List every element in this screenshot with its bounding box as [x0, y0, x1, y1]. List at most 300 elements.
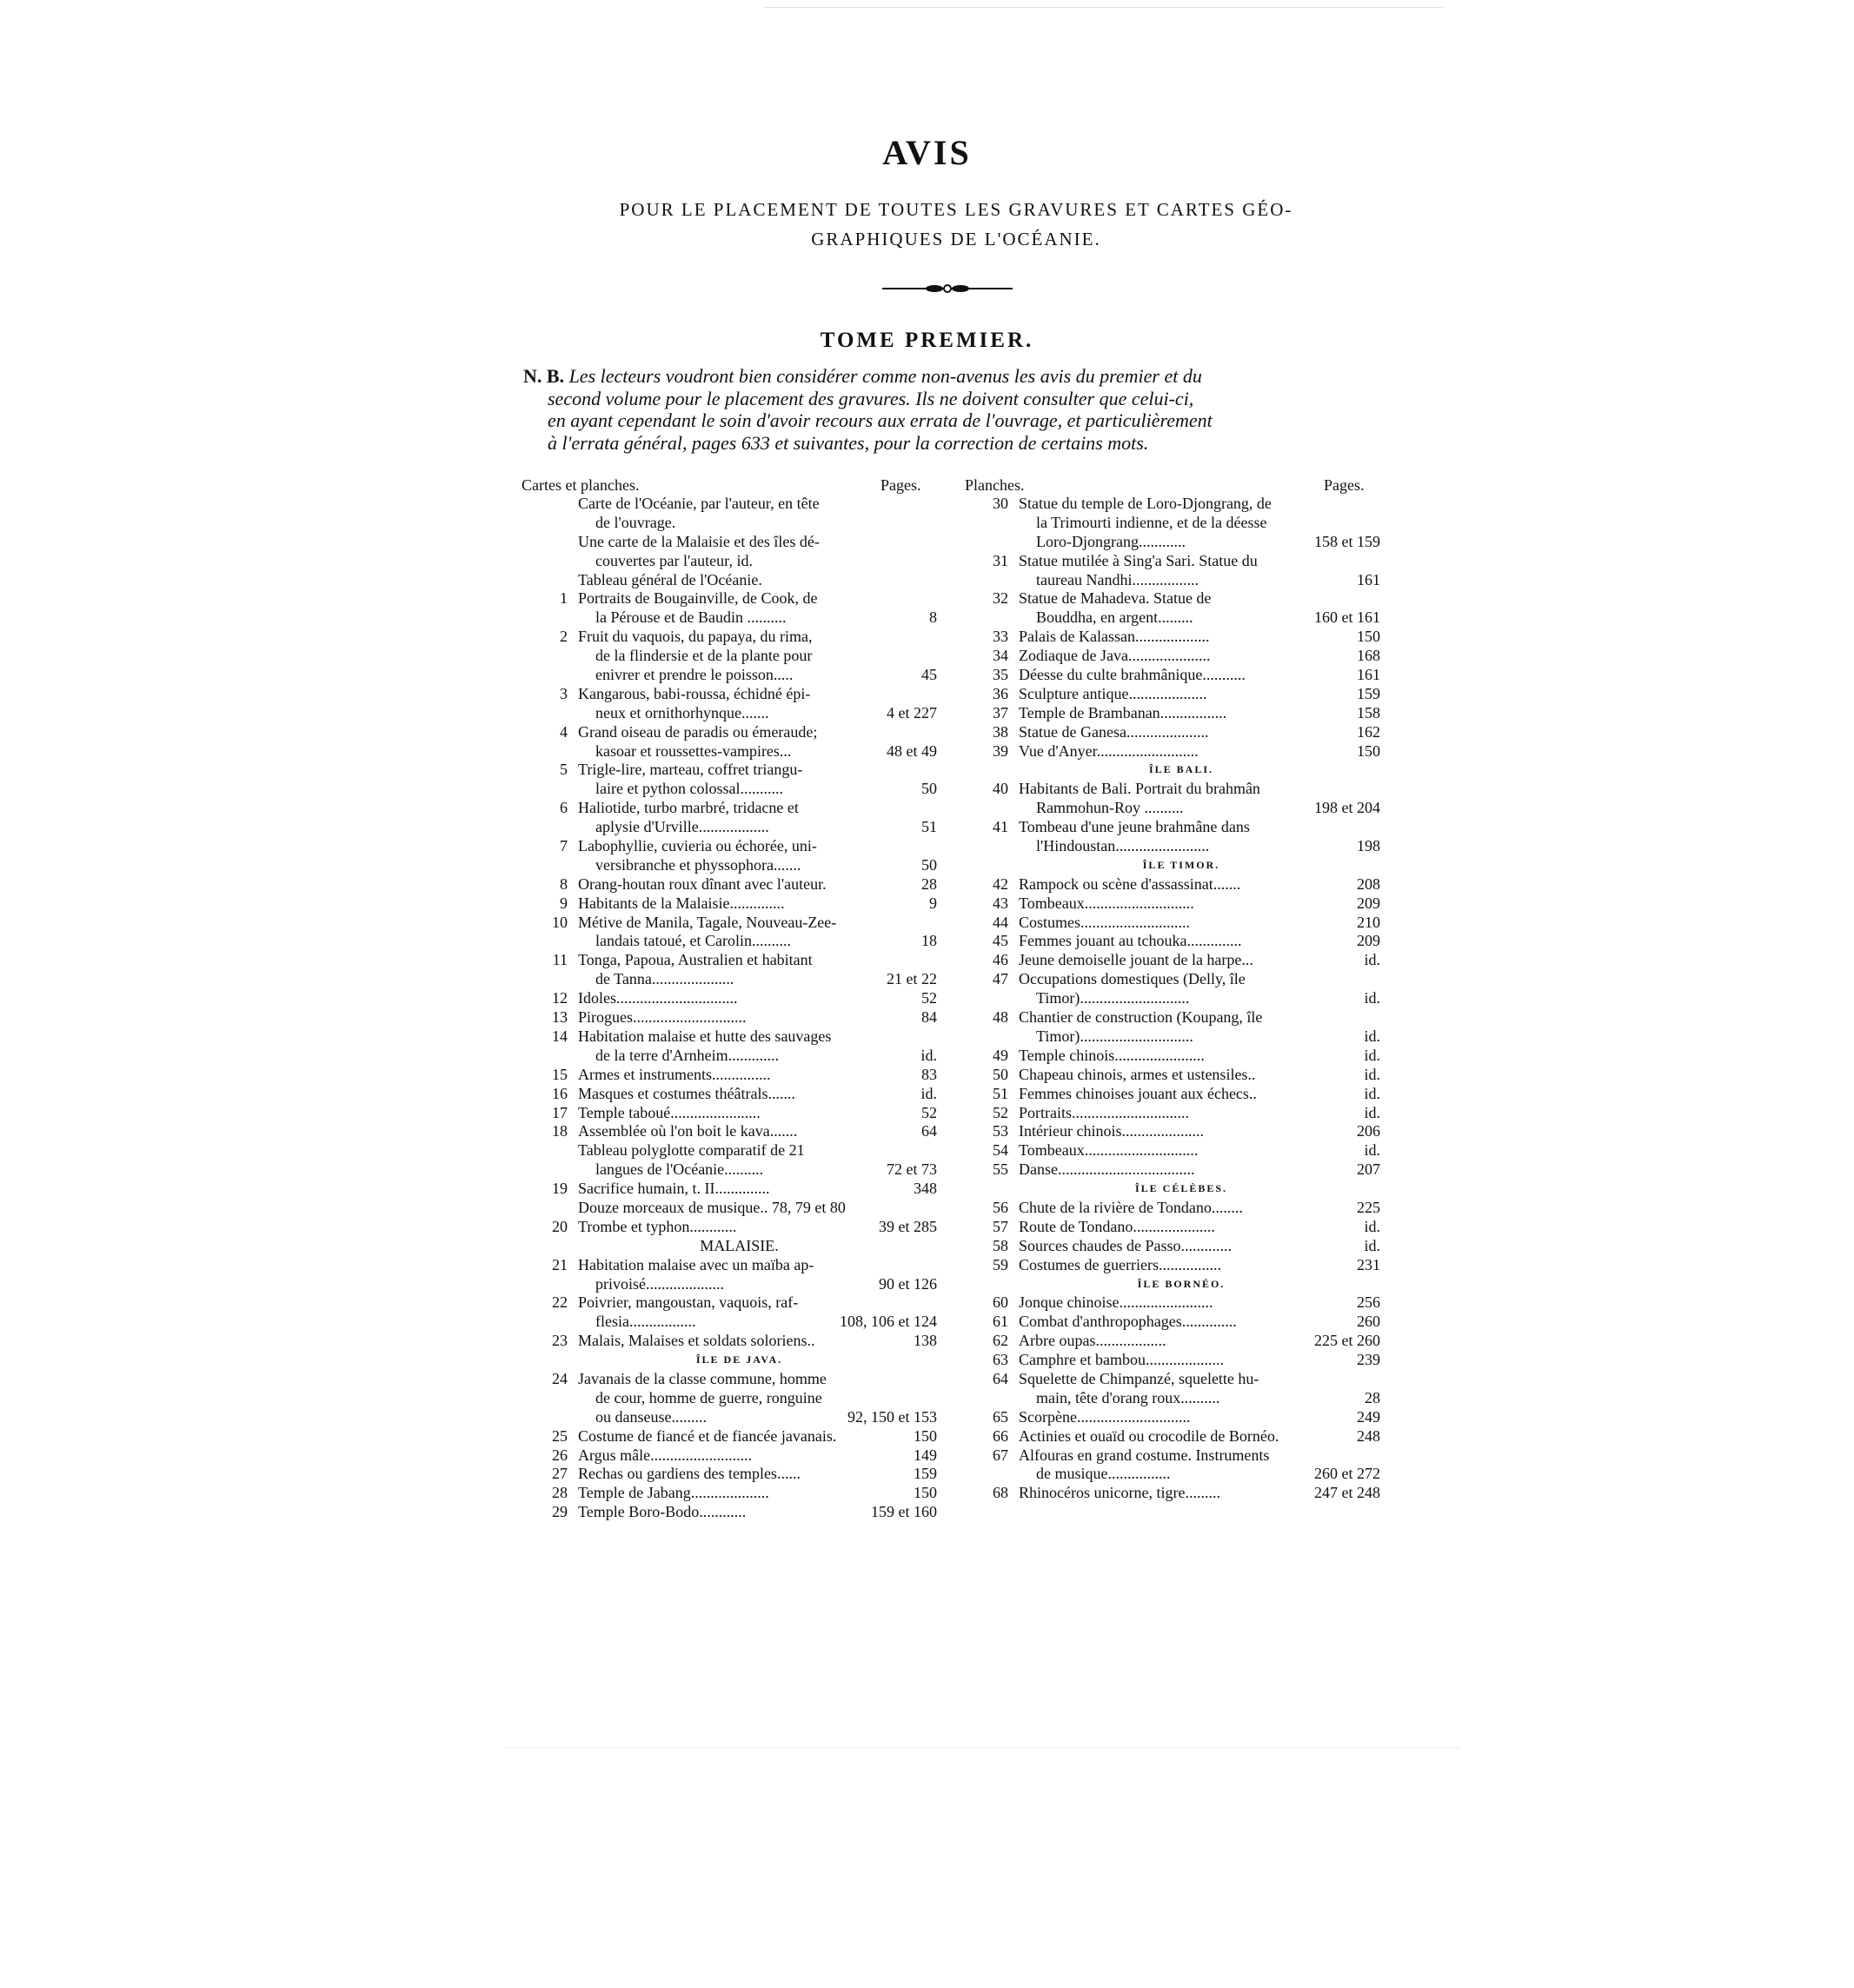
section-heading: [982, 1180, 1380, 1199]
plate-number: 12: [552, 989, 568, 1007]
index-entry: [982, 1465, 1380, 1484]
page-reference: 247 et 248: [1314, 1484, 1380, 1502]
page-reference: 28: [921, 874, 937, 893]
page-reference: 348: [914, 1180, 937, 1198]
index-entry: [542, 1180, 937, 1199]
index-entry: [542, 1484, 937, 1503]
index-entry: [982, 1370, 1380, 1389]
index-entry: [982, 837, 1380, 856]
plate-number: 5: [560, 761, 568, 779]
plate-number: 68: [993, 1484, 1008, 1502]
entry-text: Temple taboué.......................: [578, 1103, 761, 1121]
plate-number: 28: [552, 1484, 568, 1502]
entry-text: neux et ornithorhynque.......: [595, 703, 769, 721]
page-reference: 92, 150 et 153: [847, 1407, 937, 1426]
index-entry: [982, 1047, 1380, 1066]
index-entry: [542, 875, 937, 894]
plate-number: 36: [993, 684, 1008, 702]
entry-text: Chapeau chinois, armes et ustensiles..: [1019, 1065, 1256, 1083]
page-reference: 150: [914, 1426, 937, 1445]
entry-text: Portraits..............................: [1019, 1103, 1189, 1121]
entry-text: couvertes par l'auteur, id.: [595, 551, 753, 569]
entry-text: la Pérouse et de Baudin ..........: [595, 608, 787, 627]
page-reference: 83: [921, 1065, 937, 1083]
index-entry: [542, 552, 937, 571]
page-reference: id.: [1364, 1084, 1380, 1102]
index-entry: [542, 685, 937, 704]
plate-number: 23: [552, 1332, 568, 1350]
right-column-label: Planches.: [965, 476, 1025, 494]
entry-text: Statue de Ganesa.....................: [1019, 722, 1209, 741]
section-heading-text: ÎLE TIMOR.: [1142, 858, 1220, 871]
index-entry: [542, 932, 937, 951]
index-entry: [982, 685, 1380, 704]
plate-number: 10: [552, 913, 568, 931]
index-entry: [982, 628, 1380, 647]
entry-text: Temple de Brambanan.................: [1019, 703, 1227, 721]
entry-text: laire et python colossal...........: [595, 780, 783, 798]
plate-number: 11: [552, 951, 568, 969]
entry-text: Chute de la rivière de Tondano........: [1019, 1198, 1243, 1216]
plate-number: 25: [552, 1426, 568, 1445]
page-reference: 149: [914, 1446, 937, 1464]
page-reference: id.: [1364, 951, 1380, 969]
index-entry: [982, 951, 1380, 970]
page-reference: id.: [1364, 1141, 1380, 1160]
section-heading: [982, 761, 1380, 780]
plate-number: 41: [993, 818, 1008, 836]
entry-text: Femmes chinoises jouant aux échecs..: [1019, 1084, 1257, 1102]
entry-text: taureau Nandhi.................: [1036, 570, 1199, 588]
page-reference: 209: [1357, 894, 1380, 912]
plate-number: 32: [993, 589, 1008, 608]
index-entry: [982, 495, 1380, 514]
page-reference: 198 et 204: [1314, 799, 1380, 817]
entry-text: Malais, Malaises et soldats soloriens..: [578, 1332, 815, 1350]
plate-number: 61: [993, 1313, 1008, 1331]
entry-text: Costume de fiancé et de fiancée javanais.: [578, 1426, 837, 1445]
entry-text: Arbre oupas..................: [1019, 1332, 1166, 1350]
entry-text: de la flindersie et de la plante pour: [595, 647, 813, 665]
index-entry: [982, 1237, 1380, 1256]
index-entry: [982, 989, 1380, 1008]
index-entry: [542, 647, 937, 666]
index-entry: [982, 1389, 1380, 1408]
index-entry: [542, 1218, 937, 1237]
entry-text: privoisé....................: [595, 1274, 724, 1293]
entry-text: Chantier de construction (Koupang, île: [1019, 1008, 1263, 1027]
entry-text: Statue du temple de Loro-Djongrang, de: [1019, 495, 1272, 512]
entry-text: enivrer et prendre le poisson.....: [595, 666, 794, 684]
section-heading-text: ÎLE BORNÉO.: [1137, 1277, 1226, 1290]
entry-text: Sources chaudes de Passo.............: [1019, 1236, 1232, 1254]
plate-number: 46: [993, 951, 1008, 969]
entry-text: flesia.................: [595, 1313, 696, 1331]
index-entry: [982, 970, 1380, 989]
index-entry: [982, 1293, 1380, 1313]
page-reference: 90 et 126: [879, 1274, 937, 1293]
page-reference: 18: [921, 932, 937, 950]
plate-number: 62: [993, 1332, 1008, 1350]
page-reference: 225 et 260: [1314, 1332, 1380, 1350]
entry-text: Squelette de Chimpanzé, squelette hu-: [1019, 1369, 1259, 1387]
section-heading: [542, 1237, 937, 1256]
entry-text: Actinies et ouaïd ou crocodile de Bornéo.: [1019, 1426, 1279, 1445]
plate-number: 7: [560, 837, 568, 855]
entry-text: Tombeaux.............................: [1019, 1141, 1199, 1160]
index-entry: [542, 1446, 937, 1466]
entry-text: Danse...................................: [1019, 1160, 1195, 1179]
plate-number: 14: [552, 1027, 568, 1045]
plate-number: 48: [993, 1008, 1008, 1027]
notice-label: N. B.: [523, 365, 565, 387]
entry-text: Temple chinois.......................: [1019, 1046, 1205, 1064]
entry-text: ou danseuse.........: [595, 1407, 707, 1426]
index-entry: [542, 1465, 937, 1484]
entry-text: de la terre d'Arnheim.............: [595, 1046, 780, 1064]
index-entry: [982, 1085, 1380, 1104]
plate-number: 65: [993, 1407, 1008, 1426]
plate-number: 21: [552, 1255, 568, 1273]
entry-text: Jonque chinoise........................: [1019, 1293, 1213, 1312]
index-entry: [982, 1446, 1380, 1466]
plate-number: 44: [993, 913, 1008, 931]
entry-text: Métive de Manila, Tagale, Nouveau-Zee-: [578, 913, 837, 931]
page-reference: 231: [1357, 1255, 1380, 1273]
page-title: AVIS: [882, 133, 972, 172]
left-column-pages-label: Pages.: [880, 476, 921, 494]
plate-number: 42: [993, 874, 1008, 893]
plate-number: 18: [552, 1122, 568, 1140]
index-entry: [982, 704, 1380, 723]
index-entry: [542, 723, 937, 742]
plate-number: 58: [993, 1236, 1008, 1254]
index-entry: [542, 1008, 937, 1027]
index-entry: [542, 1427, 937, 1446]
plate-number: 49: [993, 1046, 1008, 1064]
page-reference: 159: [1357, 684, 1380, 702]
entry-text: versibranche et physsophora.......: [595, 855, 801, 874]
entry-text: de Tanna.....................: [595, 970, 734, 988]
plate-number: 51: [993, 1084, 1008, 1102]
plate-number: 39: [993, 741, 1008, 760]
entry-text: Timor)............................: [1036, 989, 1190, 1007]
section-heading: [542, 1351, 937, 1370]
entry-text: Habitants de la Malaisie..............: [578, 894, 785, 912]
plate-number: 50: [993, 1065, 1008, 1083]
page-reference: 210: [1357, 913, 1380, 931]
index-entry: [982, 1027, 1380, 1047]
plate-number: 59: [993, 1255, 1008, 1273]
tome-heading: TOME PREMIER.: [820, 329, 1034, 352]
plate-number: 31: [993, 551, 1008, 569]
index-entry: [542, 1408, 937, 1427]
entry-text: de l'ouvrage.: [595, 513, 676, 531]
entry-text: Douze morceaux de musique.. 78, 79 et 80: [578, 1198, 846, 1216]
index-entry: [542, 837, 937, 856]
index-entry: [982, 666, 1380, 685]
entry-text: Habitation malaise et hutte des sauvages: [578, 1027, 832, 1045]
entry-text: Portraits de Bougainville, de Cook, de: [578, 589, 818, 608]
entry-text: Labophyllie, cuvieria ou échorée, uni-: [578, 837, 817, 855]
plate-number: 1: [560, 589, 568, 608]
entry-text: Carte de l'Océanie, par l'auteur, en tête: [578, 495, 820, 512]
index-entry: [982, 1160, 1380, 1180]
index-entry: [982, 1008, 1380, 1027]
entry-text: de cour, homme de guerre, ronguine: [595, 1388, 822, 1406]
index-entry: [542, 1085, 937, 1104]
entry-text: Assemblée où l'on boit le kava.......: [578, 1122, 798, 1140]
page-reference: 161: [1357, 666, 1380, 684]
page-reference: 8: [929, 608, 937, 627]
plate-number: 38: [993, 722, 1008, 741]
page-reference: id.: [1364, 1103, 1380, 1121]
plate-number: 16: [552, 1084, 568, 1102]
index-entry: [982, 932, 1380, 951]
index-entry: [982, 1199, 1380, 1218]
entry-text: Temple Boro-Bodo............: [578, 1503, 747, 1521]
index-entry: [982, 818, 1380, 837]
page-reference: 239: [1357, 1351, 1380, 1369]
plate-number: 4: [560, 722, 568, 741]
plate-number: 33: [993, 628, 1008, 646]
page-reference: id.: [920, 1046, 937, 1064]
section-heading-text: ÎLE DE JAVA.: [695, 1353, 783, 1366]
index-entry: [542, 1313, 937, 1332]
section-heading-text: MALAISIE.: [700, 1236, 779, 1254]
plate-number: 52: [993, 1103, 1008, 1121]
entry-text: Kangarous, babi-roussa, échidné épi-: [578, 684, 811, 702]
index-entry: [982, 723, 1380, 742]
entry-text: Habitants de Bali. Portrait du brahmân: [1019, 780, 1260, 798]
plate-number: 9: [560, 894, 568, 912]
plate-number: 17: [552, 1103, 568, 1121]
entry-text: Tombeau d'une jeune brahmâne dans: [1019, 818, 1250, 836]
entry-text: l'Hindoustan........................: [1036, 837, 1210, 855]
page-reference: 50: [921, 855, 937, 874]
index-entry: [542, 608, 937, 628]
entry-text: Combat d'anthropophages..............: [1019, 1313, 1237, 1331]
entry-text: Femmes jouant au tchouka..............: [1019, 932, 1242, 950]
index-entry: [982, 1427, 1380, 1446]
entry-text: Habitation malaise avec un maïba ap-: [578, 1255, 814, 1273]
ornament-rule-icon: [882, 283, 1013, 295]
page-reference: id.: [1364, 1027, 1380, 1045]
plate-number: 3: [560, 684, 568, 702]
entry-text: main, tête d'orang roux..........: [1036, 1388, 1220, 1406]
entry-text: Zodiaque de Java.....................: [1019, 647, 1211, 665]
page-reference: id.: [920, 1084, 937, 1102]
entry-text: landais tatoué, et Carolin..........: [595, 932, 791, 950]
page-reference: 260 et 272: [1314, 1465, 1380, 1483]
entry-text: Rechas ou gardiens des temples......: [578, 1465, 801, 1483]
entry-text: Déesse du culte brahmânique...........: [1019, 666, 1246, 684]
page-reference: 52: [921, 1103, 937, 1121]
index-entry: [542, 1141, 937, 1160]
index-entry: [982, 533, 1380, 552]
page-reference: 39 et 285: [879, 1217, 937, 1235]
index-entry: [542, 799, 937, 818]
page-reference: 21 et 22: [887, 970, 937, 988]
page-reference: 51: [921, 818, 937, 836]
page-reference: 256: [1357, 1293, 1380, 1312]
right-column-pages-label: Pages.: [1324, 476, 1365, 494]
entry-text: Tombeaux............................: [1019, 894, 1194, 912]
subtitle-line: GRAPHIQUES DE L'OCÉANIE.: [811, 229, 1101, 249]
plate-number: 40: [993, 780, 1008, 798]
entry-text: Temple de Jabang....................: [578, 1484, 769, 1502]
entry-text: Tonga, Papoua, Australien et habitant: [578, 951, 813, 969]
entry-text: Poivrier, mangoustan, vaquois, raf-: [578, 1293, 799, 1312]
index-entry: [542, 666, 937, 685]
page-reference: id.: [1364, 1217, 1380, 1235]
page-reference: 138: [914, 1332, 937, 1350]
page-reference: 158: [1357, 703, 1380, 721]
index-entry: [542, 495, 937, 514]
entry-text: Scorpène.............................: [1019, 1407, 1191, 1426]
entry-text: Rhinocéros unicorne, tigre.........: [1019, 1484, 1220, 1502]
entry-text: Vue d'Anyer..........................: [1019, 741, 1199, 760]
entry-text: de musique................: [1036, 1465, 1171, 1483]
entry-text: Tableau général de l'Océanie.: [578, 570, 762, 588]
notice-text: Les lecteurs voudront bien considérer comme non-avenus les avis du premier et du: [568, 365, 1202, 387]
entry-text: la Trimourti indienne, et de la déesse: [1036, 513, 1267, 531]
entry-text: Rammohun-Roy ..........: [1036, 799, 1184, 817]
entry-text: Sacrifice humain, t. II..............: [578, 1180, 770, 1198]
page-reference: 159 et 160: [871, 1503, 937, 1521]
index-entry: [542, 589, 937, 608]
page-reference: 249: [1357, 1407, 1380, 1426]
plate-number: 26: [552, 1446, 568, 1464]
index-entry: [542, 1256, 937, 1275]
section-heading: [982, 856, 1380, 875]
plate-number: 60: [993, 1293, 1008, 1312]
page-reference: id.: [1364, 989, 1380, 1007]
entry-text: Idoles...............................: [578, 989, 738, 1007]
plate-number: 15: [552, 1065, 568, 1083]
plate-number: 27: [552, 1465, 568, 1483]
page-reference: id.: [1364, 1065, 1380, 1083]
index-entry: [542, 856, 937, 875]
index-entry: [542, 780, 937, 799]
index-entry: [982, 1218, 1380, 1237]
page-reference: 159: [914, 1465, 937, 1483]
index-entry: [542, 761, 937, 780]
page-reference: 9: [929, 894, 937, 912]
page-reference: 108, 106 et 124: [840, 1313, 937, 1331]
page-reference: 260: [1357, 1313, 1380, 1331]
plate-number: 24: [552, 1369, 568, 1387]
page-reference: 52: [921, 989, 937, 1007]
page-reference: 225: [1357, 1198, 1380, 1216]
entry-text: Armes et instruments...............: [578, 1065, 771, 1083]
section-heading: [982, 1275, 1380, 1294]
plate-number: 13: [552, 1008, 568, 1027]
page-reference: id.: [1364, 1046, 1380, 1064]
entry-text: langues de l'Océanie..........: [595, 1160, 764, 1179]
index-entry: [542, 1066, 937, 1085]
plate-number: 53: [993, 1122, 1008, 1140]
page-reference: 72 et 73: [887, 1160, 937, 1179]
index-entry: [542, 894, 937, 914]
index-entry: [982, 514, 1380, 533]
page-reference: 207: [1357, 1160, 1380, 1179]
page-reference: 206: [1357, 1122, 1380, 1140]
notice-line: second volume pour le placement des gravures. Ils ne doivent consulter que celui-ci,: [548, 387, 1194, 409]
page-reference: 45: [921, 666, 937, 684]
plate-number: 6: [560, 799, 568, 817]
entry-text: Trigle-lire, marteau, coffret triangu-: [578, 761, 803, 779]
plate-number: 64: [993, 1369, 1008, 1387]
scan-mark: [765, 7, 1443, 8]
page-reference: 162: [1357, 722, 1380, 741]
index-entry: [542, 1199, 937, 1218]
index-entry: [982, 608, 1380, 628]
page-reference: 150: [1357, 628, 1380, 646]
entry-text: aplysie d'Urville..................: [595, 818, 769, 836]
entry-text: Statue de Mahadeva. Statue de: [1019, 589, 1212, 608]
index-entry: [542, 1503, 937, 1522]
page-reference: 158 et 159: [1314, 532, 1380, 550]
page-reference: 50: [921, 780, 937, 798]
index-entry: [542, 571, 937, 590]
page-reference: 64: [921, 1122, 937, 1140]
plate-number: 67: [993, 1446, 1008, 1464]
entry-text: Occupations domestiques (Delly, île: [1019, 970, 1246, 988]
page-reference: 84: [921, 1008, 937, 1027]
index-entry: [542, 514, 937, 533]
entry-text: Jeune demoiselle jouant de la harpe...: [1019, 951, 1253, 969]
plate-number: 66: [993, 1426, 1008, 1445]
plate-number: 45: [993, 932, 1008, 950]
index-entry: [982, 894, 1380, 914]
entry-text: Rampock ou scène d'assassinat.......: [1019, 874, 1241, 893]
index-entry: [982, 914, 1380, 933]
notice-line: en ayant cependant le soin d'avoir recours aux errata de l'ouvrage, et particulièrement: [548, 409, 1213, 431]
plate-number: 56: [993, 1198, 1008, 1216]
index-entry: [982, 1351, 1380, 1370]
plate-number: 22: [552, 1293, 568, 1312]
index-entry: [982, 1104, 1380, 1123]
entry-text: Costumes............................: [1019, 913, 1191, 931]
index-entry: [982, 1408, 1380, 1427]
page-reference: 150: [914, 1484, 937, 1502]
page-reference: id.: [1364, 1236, 1380, 1254]
index-entry: [982, 552, 1380, 571]
entry-text: Costumes de guerriers................: [1019, 1255, 1221, 1273]
entry-text: Alfouras en grand costume. Instruments: [1019, 1446, 1270, 1464]
index-entry: [982, 1484, 1380, 1503]
page-reference: 28: [1365, 1388, 1380, 1406]
index-entry: [542, 1104, 937, 1123]
plate-number: 63: [993, 1351, 1008, 1369]
plate-number: 19: [552, 1180, 568, 1198]
page-reference: 168: [1357, 647, 1380, 665]
index-entry: [542, 1027, 937, 1047]
index-entry: [982, 571, 1380, 590]
page-reference: 48 et 49: [887, 741, 937, 760]
left-index-column: [542, 495, 937, 1522]
plate-number: 34: [993, 647, 1008, 665]
page-subtitle: [565, 195, 1347, 254]
entry-text: Sculpture antique....................: [1019, 684, 1207, 702]
entry-text: Fruit du vaquois, du papaya, du rima,: [578, 628, 813, 646]
index-entry: [982, 589, 1380, 608]
entry-text: Haliotide, turbo marbré, tridacne et: [578, 799, 799, 817]
index-entry: [542, 1047, 937, 1066]
plate-number: 57: [993, 1217, 1008, 1235]
page-reference: 4 et 227: [887, 703, 937, 721]
